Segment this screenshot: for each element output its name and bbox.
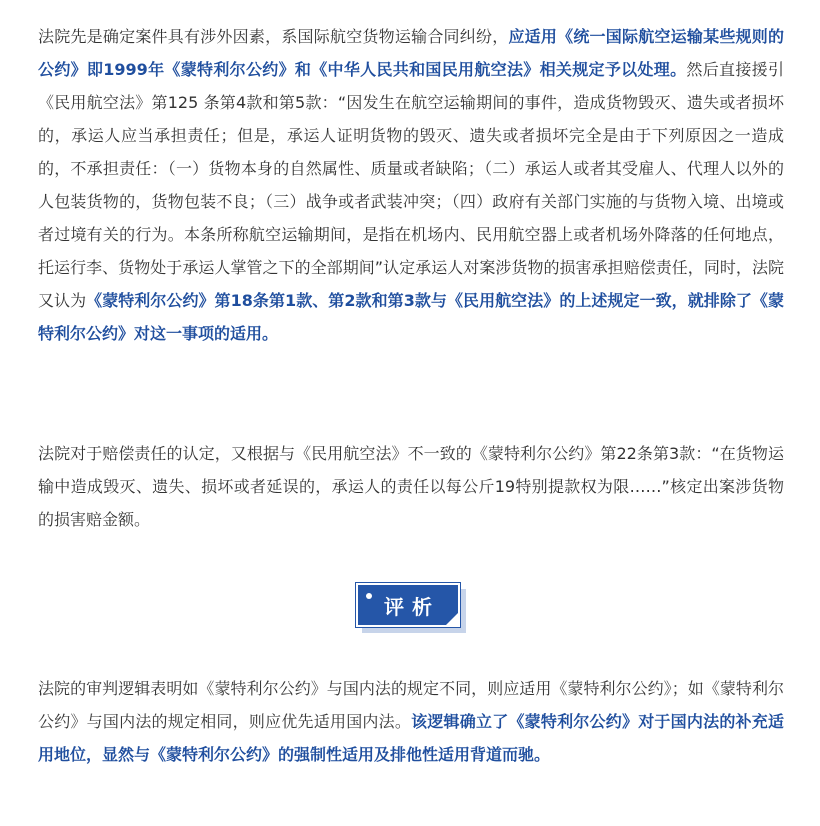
paragraph-compensation [38, 437, 784, 536]
paragraph-text: 法院先是确定案件具有涉外因素，系国际航空货物运输合同纠纷， [38, 27, 509, 46]
highlighted-text: 《蒙特利尔公约》第18条第1款、第2款和第3款与《民用航空法》的上述规定一致，就排除了《蒙特利尔公约》对这一事项的适用。 [38, 291, 784, 343]
section-heading: 评析 [384, 594, 440, 619]
paragraph-text: 然后直接援引《民用航空法》第125 条第4款和第5款：“因发生在航空运输期间的事件，造成货物毁灭、遗失或者损坏的，承运人应当承担责任；但是，承运人证明货物的毁灭、遗失或者损坏完全是由于下列原因之一造成的，不承担责任：（一）货物本身的自然属性、质量或者缺陷；（二）承运人或者其受雇人、代理人以外的人包装货物的，货物包装不良；（三）战争或者武装冲突；（四）政府有关部门实施的与货物入境、出境或者过境有关的行为。本条所称航空运输期间，是指在机场内、民用航空器上或者机场外降落的任何地点，托运行李、货物处于承运人掌管之下的全部期间”认定承运人对案涉货物的损害承担赔偿责任，同时，法院又认为 [38, 60, 784, 310]
badge-box [356, 583, 460, 627]
corner-fold-icon [446, 613, 458, 625]
paragraph-court-analysis [38, 20, 784, 350]
paragraph-text: 法院的审判逻辑表明如《蒙特利尔公约》与国内法的规定不同，则应适用《蒙特利尔公约》；如《蒙特利尔公约》与国内法的规定相同，则应优先适用国内法。 [38, 679, 784, 731]
paragraph-commentary [38, 672, 784, 771]
highlighted-text: 该逻辑确立了《蒙特利尔公约》对于国内法的补充适用地位，显然与《蒙特利尔公约》的强制性适用及排他性适用背道而驰。 [38, 712, 784, 764]
dot-icon [366, 593, 372, 599]
highlighted-text: 应适用《统一国际航空运输某些规则的公约》即1999年《蒙特利尔公约》和《中华人民共和国民用航空法》相关规定予以处理。 [38, 27, 784, 79]
section-heading-badge [352, 579, 468, 633]
paragraph-text: 法院对于赔偿责任的认定，又根据与《民用航空法》不一致的《蒙特利尔公约》第22条第3款：“在货物运输中造成毁灭、遗失、损坏或者延误的，承运人的责任以每公斤19特别提款权为限……”核定出案涉货物的损害赔金额。 [38, 444, 784, 529]
